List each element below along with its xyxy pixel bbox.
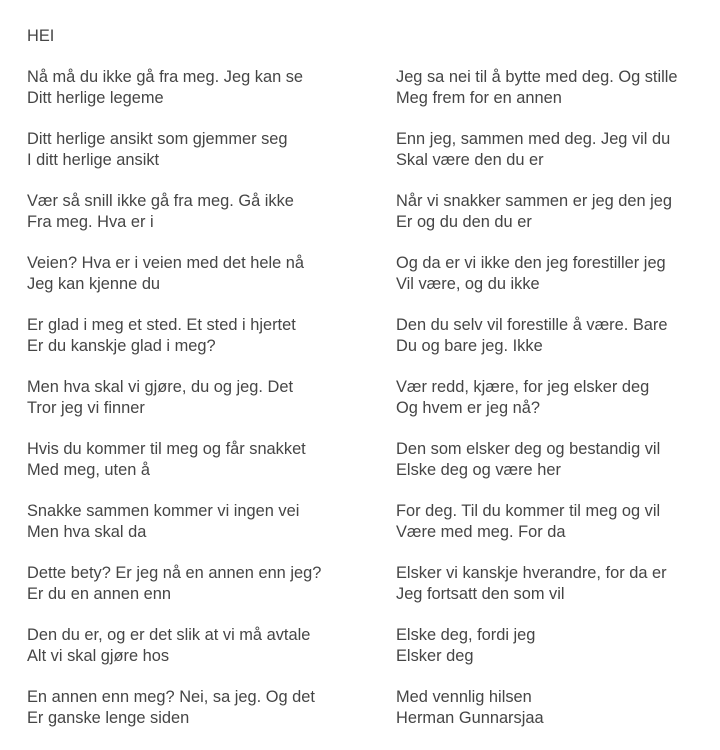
left-column: [27, 67, 321, 749]
poem-line: Er ganske lenge siden: [27, 708, 190, 727]
right-column: [396, 67, 678, 749]
poem-line: Snakke sammen kommer vi ingen vei: [27, 502, 300, 520]
poem-line: For deg. Til du kommer til meg og vil: [396, 502, 661, 520]
poem-line: Ditt herlige legeme: [27, 88, 164, 107]
poem-line: Jeg fortsatt den som vil: [396, 584, 565, 603]
poem-line: Skal være den du er: [396, 150, 544, 169]
stanza: [396, 625, 678, 687]
poem-line: Den du selv vil forestille å være. Bare: [396, 316, 668, 334]
stanza: [27, 563, 321, 625]
stanza: [396, 191, 678, 253]
poem-line: Fra meg. Hva er i: [27, 212, 154, 231]
poem-line: Alt vi skal gjøre hos: [27, 646, 170, 665]
poem-line: Enn jeg, sammen med deg. Jeg vil du: [396, 130, 671, 148]
stanza: [396, 563, 678, 625]
poem-line: Elsker deg: [396, 646, 474, 665]
poem-line: Jeg sa nei til å bytte med deg. Og stille: [396, 68, 678, 86]
stanza: [396, 315, 678, 377]
poem-line: Elsker vi kanskje hverandre, for da er: [396, 564, 667, 582]
stanza: [396, 67, 678, 129]
stanza: [27, 501, 321, 563]
poem-line: Dette bety? Er jeg nå en annen enn jeg?: [27, 564, 322, 582]
stanza: [27, 377, 321, 439]
poem-line: Veien? Hva er i veien med det hele nå: [27, 254, 304, 272]
poem-line: Men hva skal vi gjøre, du og jeg. Det: [27, 378, 294, 396]
stanza: [27, 253, 321, 315]
poem-line: Ditt herlige ansikt som gjemmer seg: [27, 130, 288, 148]
poem-line: Elske deg, fordi jeg: [396, 626, 536, 644]
poem-line: Den som elsker deg og bestandig vil: [396, 440, 661, 458]
poem-title: HEI: [27, 27, 55, 45]
poem-line: Vær redd, kjære, for jeg elsker deg: [396, 378, 650, 396]
stanza: [396, 501, 678, 563]
poem-line: Vil være, og du ikke: [396, 274, 540, 293]
stanza: [27, 315, 321, 377]
stanza: [27, 625, 321, 687]
poem-line: Men hva skal da: [27, 522, 147, 541]
poem-line: Er og du den du er: [396, 212, 532, 231]
poem-line: Er du kanskje glad i meg?: [27, 336, 216, 355]
poem-line: Elske deg og være her: [396, 460, 561, 479]
poem-line: Vær så snill ikke gå fra meg. Gå ikke: [27, 192, 294, 210]
poem-line: Den du er, og er det slik at vi må avtale: [27, 626, 311, 644]
poem-line: Når vi snakker sammen er jeg den jeg: [396, 192, 673, 210]
poem-line: Og hvem er jeg nå?: [396, 398, 540, 417]
poem-line: Være med meg. For da: [396, 522, 566, 541]
poem-line: I ditt herlige ansikt: [27, 150, 160, 169]
poem-line: Er du en annen enn: [27, 584, 171, 603]
stanza: [396, 439, 678, 501]
stanza: [27, 67, 321, 129]
author-name: Herman Gunnarsjaa: [396, 708, 544, 727]
stanza: [27, 191, 321, 253]
poem-line: Meg frem for en annen: [396, 88, 562, 107]
stanza: [27, 439, 321, 501]
poem-line: Tror jeg vi finner: [27, 398, 145, 417]
poem-line: Er glad i meg et sted. Et sted i hjertet: [27, 316, 296, 334]
poem-line: Nå må du ikke gå fra meg. Jeg kan se: [27, 68, 304, 86]
poem-line: Du og bare jeg. Ikke: [396, 336, 543, 355]
closing-greeting: Med vennlig hilsen: [396, 688, 532, 706]
poem-line: Med meg, uten å: [27, 460, 151, 479]
poem-line: Jeg kan kjenne du: [27, 274, 161, 293]
stanza: [27, 129, 321, 191]
stanza: [396, 377, 678, 439]
stanza: [396, 253, 678, 315]
stanza: [396, 129, 678, 191]
poem-line: Hvis du kommer til meg og får snakket: [27, 440, 306, 458]
signature: [396, 687, 678, 749]
poem-line: Og da er vi ikke den jeg forestiller jeg: [396, 254, 666, 272]
poem-line: En annen enn meg? Nei, sa jeg. Og det: [27, 688, 315, 706]
stanza: [27, 687, 321, 749]
